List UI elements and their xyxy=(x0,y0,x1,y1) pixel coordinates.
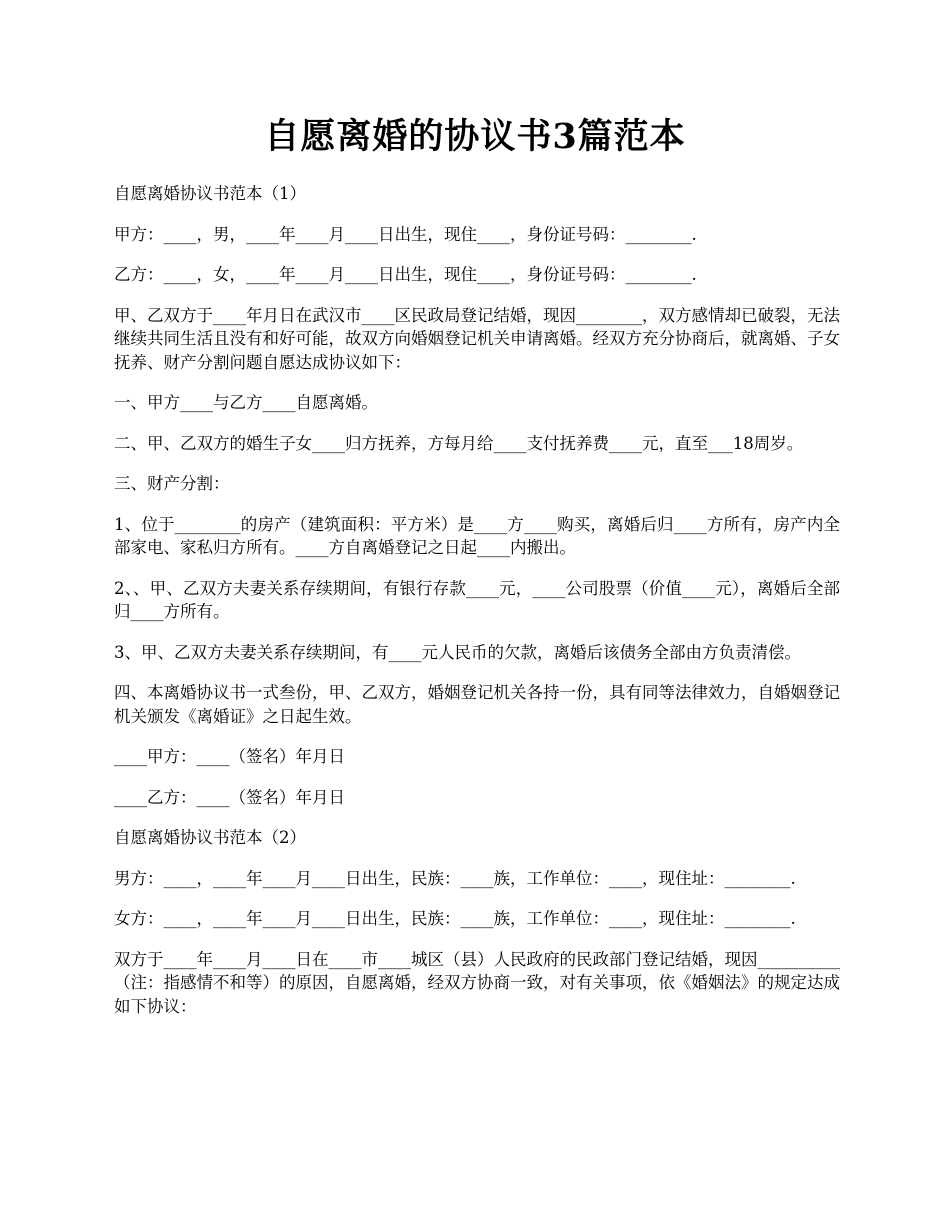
document-body xyxy=(114,182,840,1035)
marriage-registration-paragraph: 双方于____年____月____日在____市____城区（县）人民政府的民政部门登记结婚，现因__________（注：指感情不和等）的原因，自愿离婚，经双方协商一致，对有关事项，依《婚姻法》的规定达成如下协议： xyxy=(114,949,840,1016)
party-a-info: 甲方：____，男，____年____月____日出生，现住____，身份证号码：________. xyxy=(114,224,697,244)
clause-2: 二、甲、乙双方的婚生子女____归方抚养，方每月给____支付抚养费____元，直至___18周岁。 xyxy=(114,433,804,453)
section-heading-1: 自愿离婚协议书范本（1） xyxy=(114,184,306,203)
signature-party-a: ____甲方：____（签名）年月日 xyxy=(114,747,345,766)
signature-party-b: ____乙方：____（签名）年月日 xyxy=(114,787,345,807)
clause-4: 四、本离婚协议书一式叁份，甲、乙双方，婚姻登记机关各持一份，具有同等法律效力，自婚姻登记机关颁发《离婚证》之日起生效。 xyxy=(114,683,840,726)
section-heading-2: 自愿离婚协议书范本（2） xyxy=(114,828,306,847)
clause-1: 一、甲方____与乙方____自愿离婚。 xyxy=(114,393,378,412)
clause-3-item-3: 3、甲、乙双方夫妻关系存续期间，有____元人民币的欠款，离婚后该债务全部由方负责清偿。 xyxy=(114,642,801,662)
female-party-info: 女方：____，____年____月____日出生，民族：____族，工作单位：____，现住址：________. xyxy=(114,909,796,928)
male-party-info: 男方：____，____年____月____日出生，民族：____族，工作单位：____，现住址：________. xyxy=(114,868,796,888)
party-b-info: 乙方：____，女，____年____月____日出生，现住____，身份证号码：________. xyxy=(114,265,697,284)
clause-3-item-2: 2、、甲、乙双方夫妻关系存续期间，有银行存款____元，____公司股票（价值____元），离婚后全部归____方所有。 xyxy=(114,578,840,621)
clause-3-heading: 三、财产分割： xyxy=(114,474,230,493)
preamble-paragraph: 甲、乙双方于____年月日在武汉市____区民政局登记结婚，现因________，双方感情却已破裂，无法继续共同生活且没有和好可能，故双方向婚姻登记机关申请离婚。经双方充分协商后，就离婚、子女抚养、财产分割问题自愿达成协议如下： xyxy=(114,305,840,372)
document-title: 自愿离婚的协议书3篇范本 xyxy=(264,116,686,157)
clause-3-item-1: 1、位于________的房产（建筑面积：平方米）是____方____购买，离婚后归____方所有，房产内全部家电、家私归方所有。____方自离婚登记之日起____内搬出。 xyxy=(114,514,840,557)
